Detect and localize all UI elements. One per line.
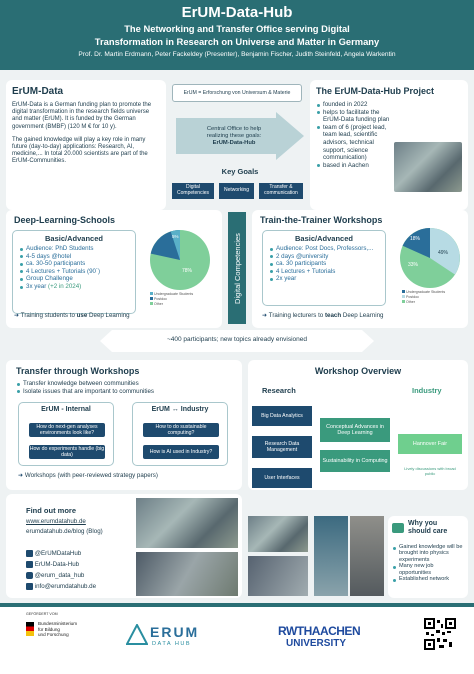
dls-item: Group Challenge xyxy=(19,275,129,283)
dls-item: ca. 30-50 participants xyxy=(19,260,129,268)
dls-legend xyxy=(150,292,193,307)
arrow-line2: realizing these goals: xyxy=(206,132,262,139)
dls-pie-chart xyxy=(148,228,212,292)
mail-icon xyxy=(26,583,33,590)
ttt-box-title: Basic/Advanced xyxy=(295,234,353,243)
event-photo-5 xyxy=(314,516,348,596)
topic-user-interfaces: User Interfaces xyxy=(252,468,312,488)
erum-data-box xyxy=(6,80,166,210)
internal-title: ErUM - Internal xyxy=(41,406,91,413)
ttt-footer: ➜ Training lecturers to teach Deep Learning xyxy=(262,312,384,319)
dls-item-text: 3x year xyxy=(26,282,47,290)
social-instagram[interactable]: @erum_data_hub xyxy=(26,570,96,581)
care-box xyxy=(388,516,468,598)
care-item: Many new job opportunities xyxy=(392,563,464,576)
footer xyxy=(0,603,474,674)
arrow-line1: Central Office to help xyxy=(206,126,262,132)
transfer-item: Transfer knowledge between communities xyxy=(16,380,232,388)
team-photo xyxy=(394,142,462,192)
dls-legend-1: Undergraduate Students xyxy=(150,292,193,297)
ttt-list xyxy=(269,245,379,283)
care-item: Gained knowledge will be brought into physics experiments xyxy=(392,544,464,563)
dls-title: Deep-Learning-Schools xyxy=(14,215,116,225)
topic-sustainability: Sustainability in Computing xyxy=(320,450,390,472)
erum-data-para2: The gained knowledge will play a key role in many future (day-to-day) applications: Research, AI, medicine,... In total 20.000 scientists are part of the ErUM-Communities. xyxy=(12,136,148,165)
erum-data-para1: ErUM-Data is a German funding plan to promote the digital transformation in the research fields universe and matter (ErUM). It is funded by the German government (BMBF) (120 M € for 10 y). xyxy=(12,102,152,130)
overview-research-label: Research xyxy=(262,386,296,395)
funded-label: GEFÖRDERT VOM xyxy=(26,612,58,616)
dls-item: Audience: PhD Students xyxy=(19,245,129,253)
ttt-inner-box xyxy=(262,230,386,306)
topic-hannover-fair: Hannover Fair xyxy=(398,434,462,454)
care-list xyxy=(392,544,464,582)
linkedin-icon xyxy=(26,561,33,568)
erum-logo-text: ERUM xyxy=(150,624,200,640)
industry-question-1: How to do sustainable computing? xyxy=(143,423,219,437)
bmbf-logo: Bundesministerium für Bildung und Forschung xyxy=(38,621,78,638)
project-title: The ErUM-Data-Hub Project xyxy=(316,86,435,96)
website-link[interactable]: www.erumdatahub.de xyxy=(26,518,86,525)
ttt-legend-1: Undergraduate Students xyxy=(402,290,445,295)
project-list xyxy=(316,101,396,169)
ttt-item: ca. 30 participants xyxy=(269,260,379,268)
dls-pie-label-1: 5% xyxy=(172,234,179,239)
arrow-bold: ErUM-Data-Hub xyxy=(212,139,256,146)
industry-question-2: How is AI used in Industry? xyxy=(143,445,219,459)
dls-item: 4-5 days @hotel xyxy=(19,253,129,261)
overview-title: Workshop Overview xyxy=(314,366,402,376)
event-photo-1 xyxy=(136,498,238,548)
arrow-right-icon: ➜ xyxy=(18,472,24,479)
topic-rdm: Research Data Management xyxy=(252,436,312,458)
ttt-pie-label-2: 33% xyxy=(408,262,419,268)
findout-title: Find out more xyxy=(26,506,76,515)
digital-competencies-bar xyxy=(228,212,246,324)
arrow-right-icon: ➜ xyxy=(262,312,268,319)
industry-note: Lively discussions with broad public xyxy=(404,466,456,476)
digital-competencies-label: Digital Competencies xyxy=(232,232,242,304)
chat-icon xyxy=(392,523,404,533)
transfer-item: Isolate issues that are important to communities xyxy=(16,388,232,396)
transfer-footer: ➜ Workshops (with peer-reviewed strategy papers) xyxy=(18,472,158,479)
twitter-icon xyxy=(26,550,33,557)
project-item: founded in 2022 xyxy=(316,101,396,109)
erum-logo-icon xyxy=(126,624,148,646)
social-linkedin[interactable]: ErUM-Data-Hub xyxy=(26,559,96,570)
ttt-legend-3: Other xyxy=(402,300,445,305)
dls-item: 4 Lectures + Tutorials (90´) xyxy=(19,268,129,276)
blog-link[interactable]: erumdatahub.de/blog (Blog) xyxy=(26,528,103,535)
dls-legend-3: Other xyxy=(150,302,193,307)
footer-stripe xyxy=(0,603,474,607)
ttt-pie-label-3: 49% xyxy=(438,250,449,256)
social-twitter[interactable]: @ErUMDataHub xyxy=(26,548,96,559)
transfer-list xyxy=(16,380,232,395)
dls-box-title: Basic/Advanced xyxy=(45,234,103,243)
goal-digital: Digital Competencies xyxy=(172,183,214,199)
event-photo-2 xyxy=(136,552,238,596)
poster-subtitle-1: The Networking and Transfer Office serving Digital xyxy=(124,23,350,34)
care-item: Established network xyxy=(392,576,464,582)
erum-definition-text: ErUM = Erforschung von Universum & Materie xyxy=(183,90,291,96)
rwth-logo-line1: RWTHAACHEN xyxy=(278,624,361,638)
rwth-logo-line2: UNIVERSITY xyxy=(286,638,347,649)
event-photo-4 xyxy=(248,556,308,596)
dls-pie-label-2: 78% xyxy=(182,268,193,274)
header-banner xyxy=(0,0,474,70)
ttt-pie-chart xyxy=(398,226,462,290)
goal-transfer: Transfer & communication xyxy=(259,183,303,199)
dls-item-suffix: (+2 in 2024) xyxy=(48,282,82,290)
instagram-icon xyxy=(26,572,33,579)
project-item: based in Aachen xyxy=(316,162,396,170)
social-list xyxy=(26,548,96,592)
industry-title: ErUM ↔ Industry xyxy=(151,406,209,413)
ttt-item: 2x year xyxy=(269,275,379,283)
internal-box xyxy=(18,402,114,466)
ttt-item: 4 Lectures + Tutorials xyxy=(269,268,379,276)
ttt-item: Audience: Post Docs, Professors,... xyxy=(269,245,379,253)
key-goals-title: Key Goals xyxy=(221,167,259,176)
transfer-title: Transfer through Workshops xyxy=(16,366,140,376)
ttt-pie-label-1: 18% xyxy=(410,236,421,242)
poster-title: ErUM-Data-Hub xyxy=(181,4,293,21)
project-item: team of 6 (project lead, team lead, scientific advisors, technical support, science communication) xyxy=(316,124,396,162)
ttt-title: Train-the-Trainer Workshops xyxy=(260,215,383,225)
topic-big-data: Big Data Analytics xyxy=(252,406,312,426)
poster-subtitle-2: Transformation in Research on Universe and Matter in Germany xyxy=(94,36,380,47)
dls-footer: ➜ Training students to use Deep Learning xyxy=(14,312,130,319)
dls-inner-box xyxy=(12,230,136,314)
participants-banner-text: ~400 participants; new topics already envisioned xyxy=(166,336,308,343)
care-title: Why you should care xyxy=(408,520,448,535)
project-box xyxy=(310,80,468,210)
event-photo-6 xyxy=(350,516,384,596)
topic-deep-learning: Conceptual Advances in Deep Learning xyxy=(320,418,390,442)
ttt-item: 2 days @university xyxy=(269,253,379,261)
erum-definition-badge xyxy=(172,84,302,102)
industry-box xyxy=(132,402,228,466)
erum-data-title: ErUM-Data xyxy=(12,86,64,97)
dls-list xyxy=(19,245,129,291)
ttt-legend-2: Postdoc xyxy=(402,295,445,300)
event-photo-3 xyxy=(248,516,308,552)
arrow-text xyxy=(186,126,282,146)
erum-logo-sub: DATA HUB xyxy=(152,641,192,647)
poster-authors: Prof. Dr. Martin Erdmann, Peter Fackeldey (Presenter), Benjamin Fischer, Judith Steinfeld, Angela Warkentin xyxy=(78,51,396,58)
dls-legend-2: Postdoc xyxy=(150,297,193,302)
internal-question-2: How do experiments handle (big data) xyxy=(29,446,105,458)
internal-question-1: How do next-gen analyses environments look like? xyxy=(29,423,105,437)
arrow-right-icon: ➜ xyxy=(14,312,20,319)
project-item: helps to facilitate the ErUM-Data funding plan xyxy=(316,109,396,124)
qr-code[interactable] xyxy=(424,618,456,650)
dls-item xyxy=(19,283,129,291)
care-header xyxy=(392,520,464,536)
social-email[interactable]: info@erumdatahub.de xyxy=(26,581,96,592)
ttt-legend xyxy=(402,290,445,305)
german-flag-icon xyxy=(26,622,34,636)
goal-networking: Networking xyxy=(219,183,254,199)
overview-industry-label: Industry xyxy=(412,386,442,395)
